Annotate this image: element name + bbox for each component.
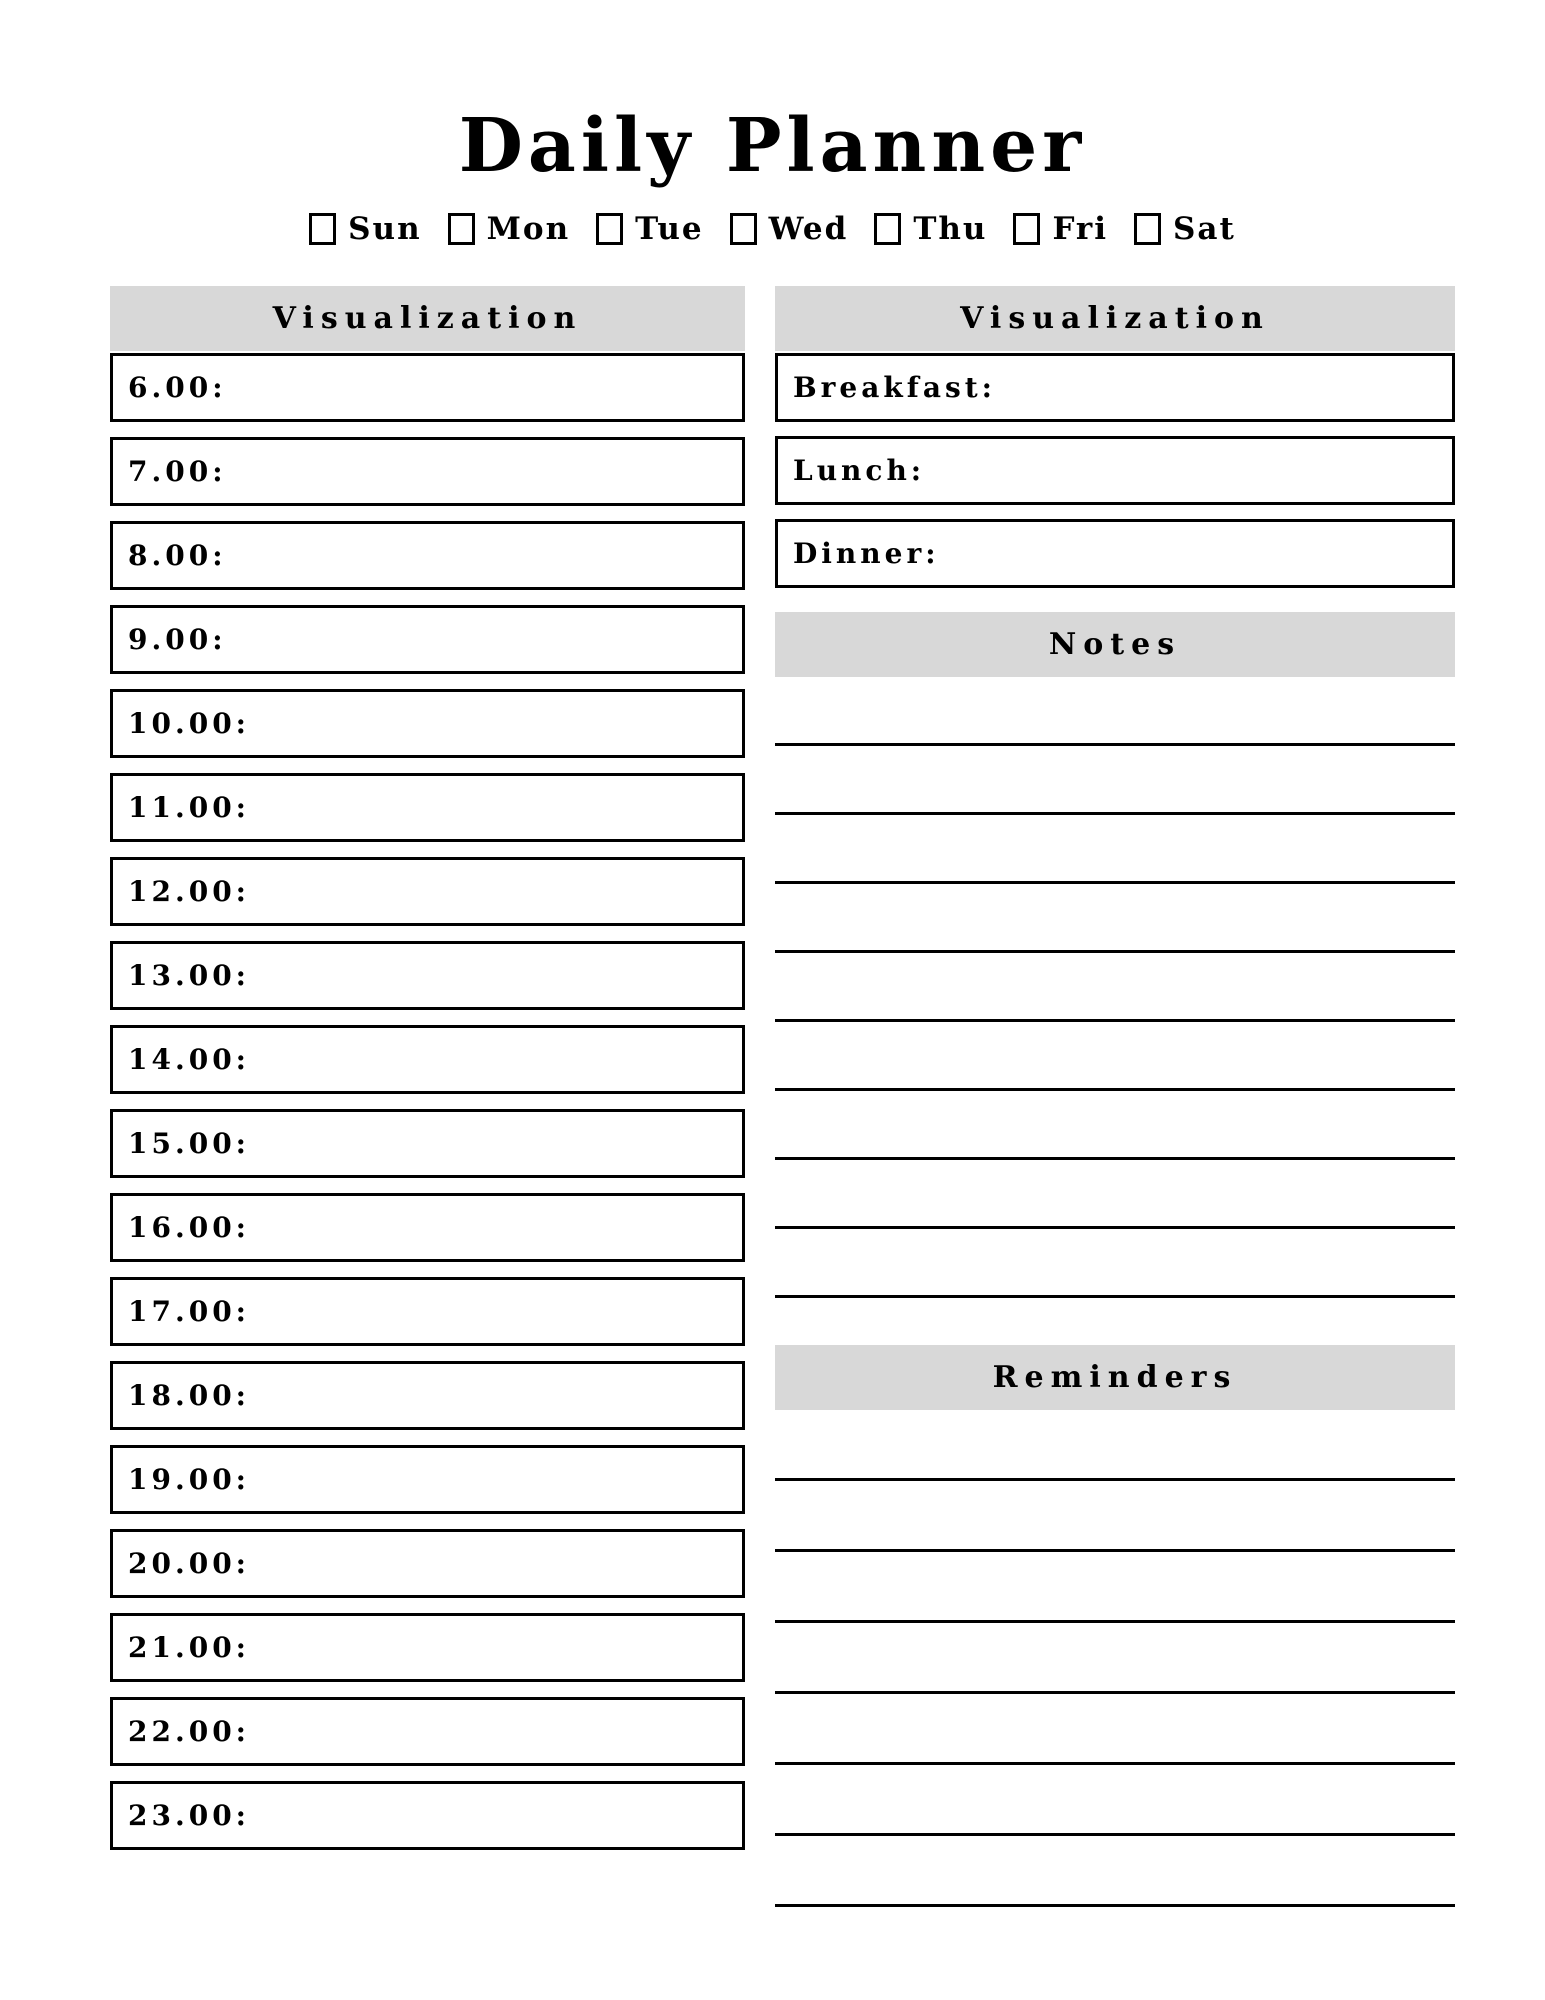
notes-line[interactable] (775, 1091, 1455, 1160)
time-slot-label: 18.00: (128, 1378, 251, 1412)
time-slot-box[interactable] (110, 1193, 745, 1262)
notes-line[interactable] (775, 953, 1455, 1022)
day-item (1134, 211, 1236, 247)
day-item (874, 211, 987, 247)
reminders-line[interactable] (775, 1623, 1455, 1694)
time-slot-box[interactable] (110, 1781, 745, 1850)
notes-line[interactable] (775, 884, 1455, 953)
time-slot-list (110, 353, 745, 1850)
notes-line[interactable] (775, 1022, 1455, 1091)
day-checkbox[interactable] (309, 213, 336, 245)
day-checkbox[interactable] (874, 213, 901, 245)
schedule-section (110, 286, 745, 1907)
time-slot-label: 23.00: (128, 1798, 251, 1832)
meal-field-label: Breakfast: (793, 370, 996, 404)
time-slot-label: 10.00: (128, 706, 251, 740)
meal-field-list (775, 353, 1455, 588)
notes-line[interactable] (775, 1229, 1455, 1298)
time-slot-label: 15.00: (128, 1126, 251, 1160)
time-slot-label: 13.00: (128, 958, 251, 992)
day-label: Sun (348, 210, 422, 247)
meal-field-box[interactable] (775, 353, 1455, 422)
reminders-line[interactable] (775, 1552, 1455, 1623)
day-checkbox[interactable] (730, 213, 757, 245)
day-checkbox[interactable] (448, 213, 475, 245)
time-slot-box[interactable] (110, 1025, 745, 1094)
day-label: Sat (1173, 210, 1236, 247)
notes-lines (775, 677, 1455, 1298)
reminders-line[interactable] (775, 1765, 1455, 1836)
day-row (0, 209, 1545, 249)
reminders-line[interactable] (775, 1836, 1455, 1907)
reminders-section-header: Reminders (775, 1345, 1455, 1410)
time-slot-box[interactable] (110, 773, 745, 842)
time-slot-box[interactable] (110, 689, 745, 758)
time-slot-box[interactable] (110, 1529, 745, 1598)
time-slot-label: 19.00: (128, 1462, 251, 1496)
time-slot-box[interactable] (110, 521, 745, 590)
time-slot-box[interactable] (110, 437, 745, 506)
meals-notes-section (775, 286, 1455, 1907)
day-checkbox[interactable] (1013, 213, 1040, 245)
day-item (730, 211, 849, 247)
reminders-line[interactable] (775, 1410, 1455, 1481)
page-title: Daily Planner (458, 103, 1087, 189)
time-slot-box[interactable] (110, 1277, 745, 1346)
notes-line[interactable] (775, 746, 1455, 815)
schedule-section-header: Visualization (110, 286, 745, 351)
time-slot-box[interactable] (110, 605, 745, 674)
time-slot-label: 17.00: (128, 1294, 251, 1328)
time-slot-label: 8.00: (128, 538, 227, 572)
time-slot-label: 9.00: (128, 622, 227, 656)
day-label: Fri (1052, 210, 1109, 247)
meal-field-label: Dinner: (793, 536, 940, 570)
day-item (1013, 211, 1108, 247)
time-slot-box[interactable] (110, 1613, 745, 1682)
notes-line[interactable] (775, 677, 1455, 746)
meal-field-box[interactable] (775, 519, 1455, 588)
time-slot-label: 22.00: (128, 1714, 251, 1748)
reminders-line[interactable] (775, 1481, 1455, 1552)
time-slot-box[interactable] (110, 1445, 745, 1514)
time-slot-box[interactable] (110, 941, 745, 1010)
reminders-line[interactable] (775, 1694, 1455, 1765)
time-slot-box[interactable] (110, 1361, 745, 1430)
time-slot-label: 11.00: (128, 790, 251, 824)
day-checkbox[interactable] (1134, 213, 1161, 245)
time-slot-label: 14.00: (128, 1042, 251, 1076)
notes-line[interactable] (775, 1160, 1455, 1229)
time-slot-box[interactable] (110, 353, 745, 422)
day-label: Mon (486, 210, 571, 247)
notes-section-header: Notes (775, 612, 1455, 677)
time-slot-label: 6.00: (128, 370, 227, 404)
day-item (448, 211, 571, 247)
time-slot-label: 16.00: (128, 1210, 251, 1244)
day-label: Tue (635, 210, 704, 247)
time-slot-label: 7.00: (128, 454, 227, 488)
meals-section-header: Visualization (775, 286, 1455, 351)
meal-field-label: Lunch: (793, 453, 926, 487)
planner-body (110, 286, 1455, 1907)
reminders-lines (775, 1410, 1455, 1907)
notes-line[interactable] (775, 815, 1455, 884)
time-slot-box[interactable] (110, 857, 745, 926)
day-item (309, 211, 421, 247)
time-slot-box[interactable] (110, 1109, 745, 1178)
day-label: Wed (768, 210, 849, 247)
meal-field-box[interactable] (775, 436, 1455, 505)
day-item (596, 211, 703, 247)
time-slot-label: 20.00: (128, 1546, 251, 1580)
day-label: Thu (913, 210, 988, 247)
day-checkbox[interactable] (596, 213, 623, 245)
time-slot-label: 12.00: (128, 874, 251, 908)
time-slot-label: 21.00: (128, 1630, 251, 1664)
time-slot-box[interactable] (110, 1697, 745, 1766)
